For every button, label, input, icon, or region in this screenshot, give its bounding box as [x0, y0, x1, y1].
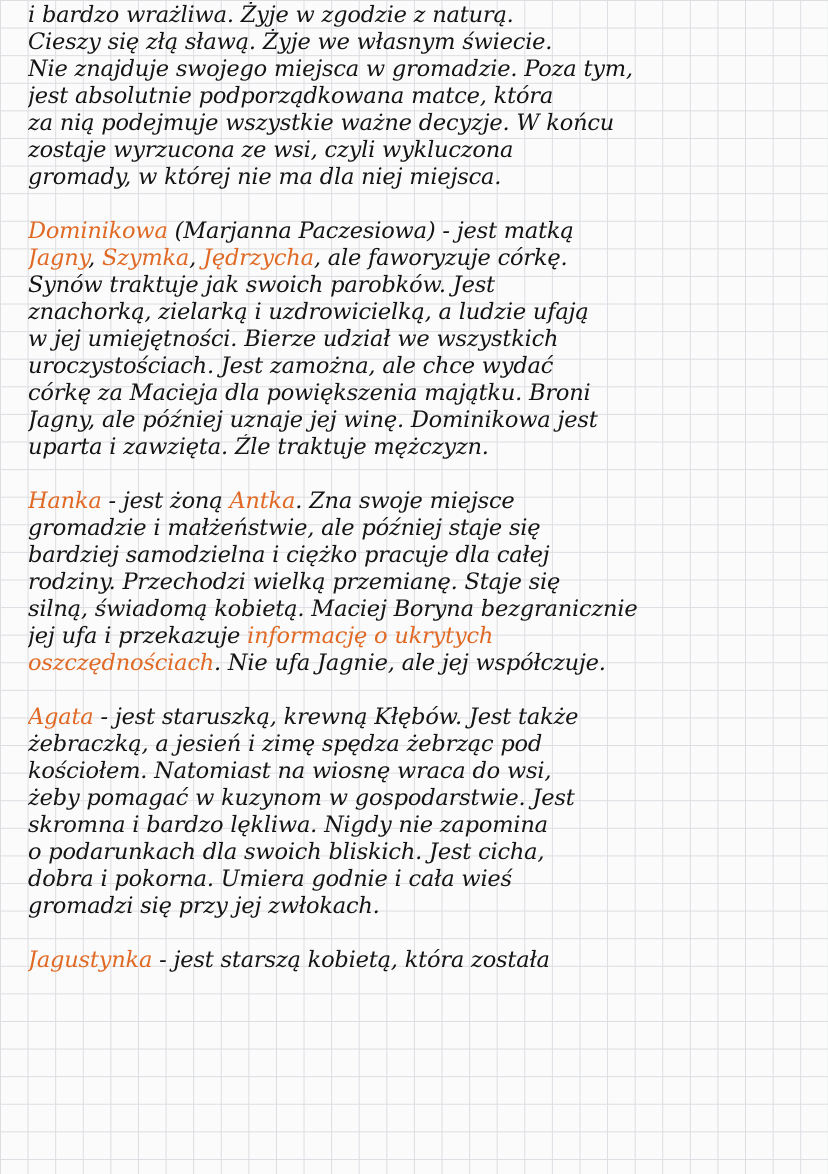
hanka-line-6 — [28, 623, 818, 650]
dominikowa-line-7: córkę za Macieja dla powiększenia majątku. Broni — [28, 380, 591, 406]
hanka-line-2: gromadzie i małżeństwie, ale później staje się — [28, 515, 541, 541]
intro-line-3: Nie znajduje swojego miejsca w gromadzie. Poza tym, — [28, 56, 633, 82]
dominikowa-line-2-text: , ale faworyzuje córkę. — [313, 245, 568, 271]
hanka-line-1-text: - jest żoną — [101, 488, 230, 514]
character-name-jagustynka: Jagustynka — [28, 947, 153, 973]
jagustynka-paragraph — [28, 947, 818, 974]
jagustynka-line-1 — [28, 947, 818, 974]
intro-line-5: za nią podejmuje wszystkie ważne decyzje. W końcu — [28, 110, 615, 136]
dominikowa-line-1-text: (Marjanna Paczesiowa) - jest matką — [167, 218, 574, 244]
agata-line-5: skromna i bardzo lękliwa. Nigdy nie zapomina — [28, 812, 548, 838]
agata-line-7: dobra i pokorna. Umiera godnie i cała wieś — [28, 866, 512, 892]
agata-line-1-text: - jest staruszką, krewną Kłębów. Jest także — [93, 704, 579, 730]
jagustynka-line-1-text: - jest starszą kobietą, która została — [152, 947, 550, 973]
dominikowa-line-9: uparta i zawzięta. Źle traktuje mężczyzn. — [28, 434, 489, 460]
character-name-antek: Antka — [229, 488, 296, 514]
separator: , — [189, 245, 204, 271]
paragraph-gap — [28, 191, 818, 218]
intro-line-6: zostaje wyrzucona ze wsi, czyli wykluczona — [28, 137, 514, 163]
character-name-agata: Agata — [28, 704, 94, 730]
agata-paragraph — [28, 704, 818, 920]
dominikowa-line-8: Jagny, ale później uznaje jej winę. Dominikowa jest — [28, 407, 598, 433]
hanka-line-1-rest: . Zna swoje miejsce — [295, 488, 515, 514]
dominikowa-line-2 — [28, 245, 818, 272]
paragraph-gap — [28, 461, 818, 488]
intro-line-4: jest absolutnie podporządkowana matce, która — [28, 83, 554, 109]
agata-line-1 — [28, 704, 818, 731]
hanka-line-7-text: . Nie ufa Jagnie, ale jej współczuje. — [214, 650, 606, 676]
hanka-line-5: silną, świadomą kobietą. Maciej Boryna bezgranicznie — [28, 596, 638, 622]
intro-paragraph — [28, 2, 818, 191]
character-name-dominikowa: Dominikowa — [28, 218, 168, 244]
agata-line-3: kościołem. Natomiast na wiosnę wraca do wsi, — [28, 758, 552, 784]
hanka-line-3: bardziej samodzielna i ciężko pracuje dla całej — [28, 542, 550, 568]
dominikowa-line-6: uroczystościach. Jest zamożna, ale chce wydać — [28, 353, 554, 379]
handwritten-notes-page — [28, 2, 818, 974]
hanka-line-6-text: jej ufa i przekazuje — [28, 623, 248, 649]
child-name-szymka: Szymka — [101, 245, 190, 271]
highlight-hidden-savings: informację o ukrytych — [247, 623, 494, 649]
paragraph-gap — [28, 677, 818, 704]
highlight-savings: oszczędnościach — [28, 650, 215, 676]
agata-line-8: gromadzi się przy jej zwłokach. — [28, 893, 380, 919]
intro-line-2: Cieszy się złą sławą. Żyje we własnym świecie. — [28, 29, 553, 55]
hanka-line-1 — [28, 488, 818, 515]
paragraph-gap — [28, 920, 818, 947]
dominikowa-line-1 — [28, 218, 818, 245]
hanka-paragraph — [28, 488, 818, 677]
separator: , — [88, 245, 102, 271]
dominikowa-paragraph — [28, 218, 818, 461]
agata-line-6: o podarunkach dla swoich bliskich. Jest cicha, — [28, 839, 545, 865]
character-name-hanka: Hanka — [28, 488, 102, 514]
intro-line-7: gromady, w której nie ma dla niej miejsca. — [28, 164, 502, 190]
hanka-line-7 — [28, 650, 818, 677]
agata-line-4: żeby pomagać w kuzynom w gospodarstwie. Jest — [28, 785, 575, 811]
dominikowa-line-5: w jej umiejętności. Bierze udział we wszystkich — [28, 326, 559, 352]
agata-line-2: żebraczką, a jesień i zimę spędza żebrząc pod — [28, 731, 543, 757]
child-name-jagny: Jagny — [28, 245, 89, 271]
child-name-jedrzycha: Jędrzycha — [203, 245, 314, 271]
hanka-line-4: rodziny. Przechodzi wielką przemianę. Staje się — [28, 569, 561, 595]
intro-line-1: i bardzo wrażliwa. Żyje w zgodzie z naturą. — [28, 2, 514, 28]
dominikowa-line-4: znachorką, zielarką i uzdrowicielką, a ludzie ufają — [28, 299, 589, 325]
dominikowa-line-3: Synów traktuje jak swoich parobków. Jest — [28, 272, 495, 298]
